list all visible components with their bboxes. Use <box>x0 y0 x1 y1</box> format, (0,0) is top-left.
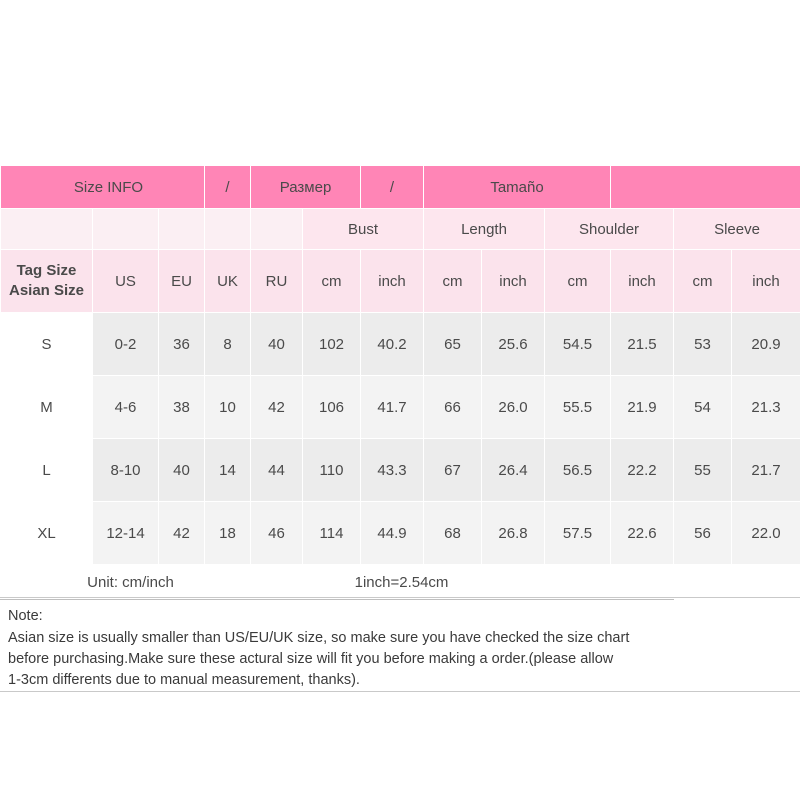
title-bar-row <box>1 166 800 209</box>
cell-ru: 44 <box>251 439 303 502</box>
cell-uk: 8 <box>205 313 251 376</box>
cell-bust-inch: 41.7 <box>361 376 424 439</box>
note-line-1: Asian size is usually smaller than US/EU/UK size, so make sure you have checked the size chart <box>8 630 630 647</box>
note-block <box>0 600 800 691</box>
cell-shoulder-inch: 22.6 <box>611 502 674 565</box>
cell-bust-cm: 114 <box>303 502 361 565</box>
cell-bust-cm: 102 <box>303 313 361 376</box>
group-empty-tag <box>1 209 93 250</box>
unit-row <box>1 565 800 600</box>
note-title: Note: <box>8 608 43 624</box>
unit-blank-1 <box>545 565 674 600</box>
title-right: Tamaño <box>424 166 611 209</box>
note-line-2: before purchasing.Make sure these actural size will fit you before making a order.(please allow <box>8 651 614 668</box>
unit-label: Unit: cm/inch <box>1 565 251 600</box>
column-header-eu: EU <box>159 250 205 313</box>
group-header-sleeve: Sleeve <box>674 209 800 250</box>
cell-sleeve-cm: 54 <box>674 376 732 439</box>
title-left: Size INFO <box>1 166 205 209</box>
table-row <box>1 439 800 502</box>
cell-tag: S <box>1 313 93 376</box>
cell-length-inch: 25.6 <box>482 313 545 376</box>
table-row <box>1 502 800 565</box>
cell-tag: L <box>1 439 93 502</box>
cell-uk: 10 <box>205 376 251 439</box>
note-divider-bottom <box>0 691 800 692</box>
group-header-length: Length <box>424 209 545 250</box>
cell-length-cm: 68 <box>424 502 482 565</box>
cell-uk: 18 <box>205 502 251 565</box>
group-empty-us <box>93 209 159 250</box>
note-divider-top <box>0 597 800 598</box>
cell-sleeve-cm: 56 <box>674 502 732 565</box>
cell-length-cm: 67 <box>424 439 482 502</box>
cell-shoulder-inch: 21.5 <box>611 313 674 376</box>
cell-eu: 36 <box>159 313 205 376</box>
cell-ru: 46 <box>251 502 303 565</box>
group-empty-eu <box>159 209 205 250</box>
cell-length-inch: 26.0 <box>482 376 545 439</box>
size-chart-table <box>0 165 800 600</box>
cell-us: 12-14 <box>93 502 159 565</box>
group-empty-uk <box>205 209 251 250</box>
cell-bust-cm: 106 <box>303 376 361 439</box>
column-header-row <box>1 250 800 313</box>
cell-shoulder-inch: 21.9 <box>611 376 674 439</box>
cell-sleeve-inch: 22.0 <box>732 502 800 565</box>
cell-bust-cm: 110 <box>303 439 361 502</box>
table-row <box>1 376 800 439</box>
cell-sleeve-cm: 53 <box>674 313 732 376</box>
title-middle: Размер <box>251 166 361 209</box>
cell-ru: 42 <box>251 376 303 439</box>
title-slash-2: / <box>361 166 424 209</box>
size-chart-container <box>0 165 800 600</box>
column-header-bust-inch: inch <box>361 250 424 313</box>
cell-length-cm: 66 <box>424 376 482 439</box>
cell-length-cm: 65 <box>424 313 482 376</box>
cell-bust-inch: 40.2 <box>361 313 424 376</box>
column-header-bust-cm: cm <box>303 250 361 313</box>
title-slash-1: / <box>205 166 251 209</box>
cell-shoulder-cm: 54.5 <box>545 313 611 376</box>
column-header-shoulder-inch: inch <box>611 250 674 313</box>
cell-tag: XL <box>1 502 93 565</box>
group-header-shoulder: Shoulder <box>545 209 674 250</box>
column-header-length-cm: cm <box>424 250 482 313</box>
cell-eu: 40 <box>159 439 205 502</box>
cell-sleeve-inch: 21.7 <box>732 439 800 502</box>
cell-us: 4-6 <box>93 376 159 439</box>
cell-shoulder-cm: 55.5 <box>545 376 611 439</box>
cell-shoulder-cm: 56.5 <box>545 439 611 502</box>
group-header-bust: Bust <box>303 209 424 250</box>
unit-conversion: 1inch=2.54cm <box>251 565 545 600</box>
cell-eu: 42 <box>159 502 205 565</box>
cell-shoulder-inch: 22.2 <box>611 439 674 502</box>
title-blank <box>611 166 800 209</box>
cell-ru: 40 <box>251 313 303 376</box>
column-header-shoulder-cm: cm <box>545 250 611 313</box>
tag-size-line-1: Tag Size <box>16 261 77 279</box>
column-header-us: US <box>93 250 159 313</box>
column-header-tag-size <box>1 250 93 313</box>
cell-tag: M <box>1 376 93 439</box>
column-header-length-inch: inch <box>482 250 545 313</box>
cell-length-inch: 26.8 <box>482 502 545 565</box>
cell-eu: 38 <box>159 376 205 439</box>
tag-size-line-2: Asian Size <box>8 282 85 299</box>
group-header-row <box>1 209 800 250</box>
cell-sleeve-inch: 21.3 <box>732 376 800 439</box>
cell-sleeve-cm: 55 <box>674 439 732 502</box>
cell-sleeve-inch: 20.9 <box>732 313 800 376</box>
column-header-ru: RU <box>251 250 303 313</box>
column-header-sleeve-cm: cm <box>674 250 732 313</box>
cell-us: 8-10 <box>93 439 159 502</box>
cell-us: 0-2 <box>93 313 159 376</box>
cell-shoulder-cm: 57.5 <box>545 502 611 565</box>
group-empty-ru <box>251 209 303 250</box>
column-header-sleeve-inch: inch <box>732 250 800 313</box>
column-header-uk: UK <box>205 250 251 313</box>
cell-length-inch: 26.4 <box>482 439 545 502</box>
cell-bust-inch: 43.3 <box>361 439 424 502</box>
cell-bust-inch: 44.9 <box>361 502 424 565</box>
unit-blank-2 <box>674 565 800 600</box>
note-line-3: 1-3cm differents due to manual measurement, thanks). <box>8 672 360 689</box>
table-row <box>1 313 800 376</box>
cell-uk: 14 <box>205 439 251 502</box>
